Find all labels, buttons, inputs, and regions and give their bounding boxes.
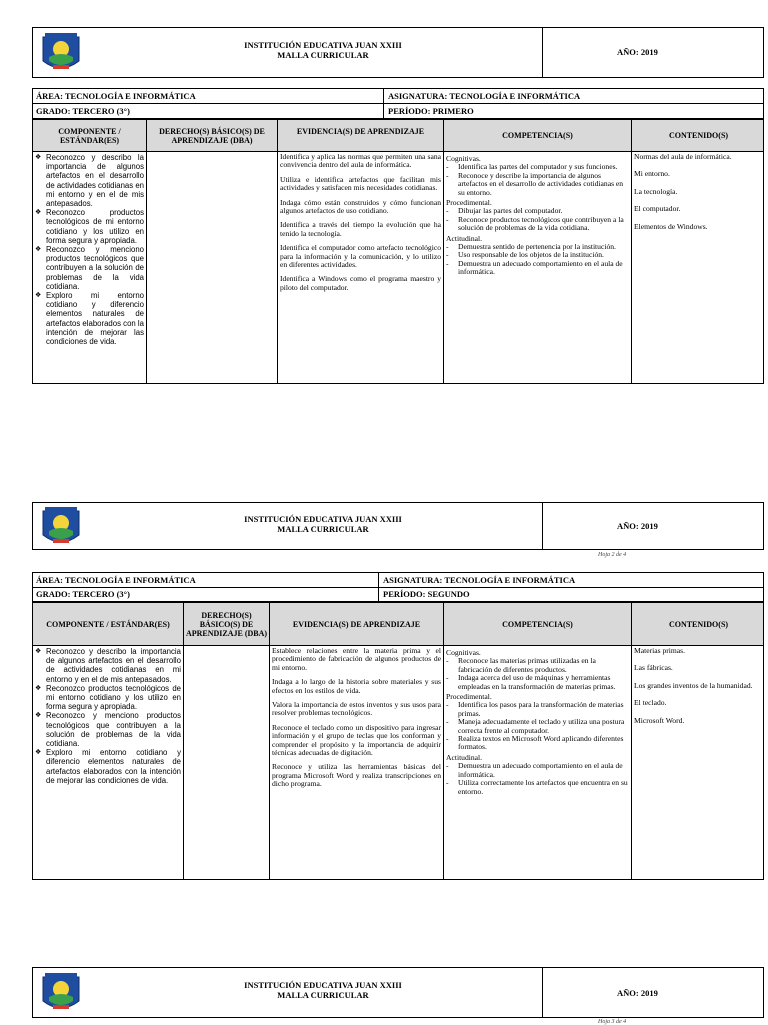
asignatura-label: ASIGNATURA: TECNOLOGÍA E INFORMÁTICA bbox=[388, 91, 581, 101]
contenido-item: Elementos de Windows. bbox=[634, 221, 708, 231]
estandares-cell bbox=[35, 153, 144, 346]
curriculum-table-1 bbox=[32, 119, 764, 384]
header-1 bbox=[32, 27, 764, 78]
evidencia-item: Reconoce el teclado como un dispositivo para ingresar información y el grupo de teclas que los conforman y comprender el propósito y la importancia de adquirir técnicas adecuadas de digitación. bbox=[272, 722, 441, 758]
contenido-item: Microsoft Word. bbox=[634, 715, 685, 725]
evidencia-item: Identifica y aplica las normas que permiten una sana convivencia dentro del aula de informática. bbox=[280, 152, 441, 170]
evidencia-item: Indaga cómo están construidos y cómo funcionan algunos artefactos de uso cotidiano. bbox=[280, 197, 441, 216]
cognitivas-item: - Indaga acerca del uso de máquinas y herramientas empleadas en la transformación de materias primas. bbox=[446, 674, 629, 691]
periodo-label: PERÍODO: SEGUNDO bbox=[383, 589, 470, 599]
year-label: AÑO: 2019 bbox=[617, 521, 658, 531]
header-title bbox=[113, 40, 533, 60]
procedimental-section bbox=[446, 199, 629, 233]
col-dba: DERECHO(S) BÁSICO(S) DE APRENDIZAJE (DBA) bbox=[185, 610, 268, 638]
evidencia-item: Identifica el computador como artefacto tecnológico para la información y la comunicación, y lo utilizo en diferentes actividades. bbox=[280, 243, 441, 270]
procedimental-section bbox=[446, 693, 629, 752]
evidencia-item: Valora la importancia de estos inventos y sus usos para resolver problemas tecnológicos. bbox=[272, 700, 441, 718]
col-competencia: COMPETENCIA(S) bbox=[502, 619, 573, 629]
contenido-item: La tecnología. bbox=[634, 186, 678, 196]
procedimental-item: - Realiza textos en Microsoft Word aplicando diferentes formatos. bbox=[446, 735, 629, 752]
estandar-item: ❖ Reconozco y menciono productos tecnológicos que contribuyen a la solución de problemas de la vida cotidiana. bbox=[35, 245, 144, 291]
contenido-item: Las fábricas. bbox=[634, 663, 673, 673]
area-label: ÁREA: TECNOLOGÍA E INFORMÁTICA bbox=[36, 91, 196, 101]
col-evidencia: EVIDENCIA(S) DE APRENDIZAJE bbox=[292, 619, 421, 629]
evidencias-cell bbox=[280, 153, 441, 298]
estandar-item: ❖ Reconozco productos tecnológicos de mi entorno cotidiano y los utilizo en forma segura y apropiada. bbox=[35, 684, 181, 712]
procedimental-title: Procedimental. bbox=[446, 198, 492, 208]
page-number: Hoja 2 de 4 bbox=[598, 552, 627, 558]
actitudinal-item: - Demuestra un adecuado comportamiento en el aula de informática. bbox=[446, 260, 629, 277]
doc-name: MALLA CURRICULAR bbox=[277, 524, 369, 534]
year-label: AÑO: 2019 bbox=[617, 47, 658, 57]
contenidos-cell bbox=[634, 647, 763, 734]
contenido-item: Los grandes inventos de la humanidad. bbox=[634, 680, 753, 690]
grado-label: GRADO: TERCERO (3°) bbox=[36, 589, 130, 599]
estandar-item: ❖ Exploro mi entorno cotidiano y diferencio elementos naturales de artefactos elaborados con la intención de mejorar las condiciones de vida. bbox=[35, 748, 181, 785]
school-name: INSTITUCIÓN EDUCATIVA JUAN XXIII bbox=[244, 514, 402, 524]
cognitivas-section bbox=[446, 649, 629, 691]
area-label: ÁREA: TECNOLOGÍA E INFORMÁTICA bbox=[36, 575, 196, 585]
col-contenido: CONTENIDO(S) bbox=[668, 131, 729, 140]
procedimental-title: Procedimental. bbox=[446, 692, 492, 702]
year-label: AÑO: 2019 bbox=[617, 988, 658, 998]
contenido-item: El computador. bbox=[634, 204, 681, 214]
header-3 bbox=[32, 967, 764, 1018]
school-name: INSTITUCIÓN EDUCATIVA JUAN XXIII bbox=[244, 40, 402, 50]
school-logo-icon bbox=[39, 971, 83, 1015]
grado-label: GRADO: TERCERO (3°) bbox=[36, 106, 130, 116]
col-evidencia: EVIDENCIA(S) DE APRENDIZAJE bbox=[296, 126, 425, 136]
cognitivas-section bbox=[446, 155, 629, 197]
evidencia-item: Establece relaciones entre la materia prima y el procedimiento de fabricación de algunos productos de mi entorno. bbox=[272, 646, 441, 672]
actitudinal-item: - Demuestra un adecuado comportamiento en el aula de informática. bbox=[446, 762, 629, 779]
header-2 bbox=[32, 502, 764, 550]
estandar-item: ❖ Reconozco y describo la importancia de algunos artefactos en el desarrollo de actividades cotidianas en mi entorno y en el de mis antepasados. bbox=[35, 153, 144, 208]
evidencia-item: Identifica a Windows como el programa maestro y piloto del computador. bbox=[280, 274, 441, 292]
cognitivas-item: - Identifica las partes del computador y sus funciones. bbox=[446, 163, 629, 171]
procedimental-item: - Dibujar las partes del computador. bbox=[446, 207, 629, 215]
actitudinal-item: - Demuestra sentido de pertenencia por la institución. bbox=[446, 243, 629, 251]
periodo-label: PERÍODO: PRIMERO bbox=[388, 106, 474, 116]
procedimental-item: - Maneja adecuadamente el teclado y utiliza una postura correcta frente al computador. bbox=[446, 718, 629, 735]
estandar-item: ❖ Reconozco productos tecnológicos de mi entorno cotidiano y los utilizo en forma segura y apropiada. bbox=[35, 208, 144, 245]
header-title bbox=[113, 980, 533, 1000]
actitudinal-title: Actitudinal. bbox=[446, 233, 483, 243]
cognitivas-item: - Reconoce y describe la importancia de algunos artefactos en el desarrollo de actividades cotidianas en su entorno. bbox=[446, 172, 629, 197]
school-name: INSTITUCIÓN EDUCATIVA JUAN XXIII bbox=[244, 980, 402, 990]
contenido-item: Normas del aula de informática. bbox=[634, 152, 732, 161]
page-number: Hoja 3 de 4 bbox=[598, 1019, 627, 1025]
procedimental-item: - Reconoce productos tecnológicos que contribuyen a la solución de problemas de la vida cotidiana. bbox=[446, 216, 629, 233]
cognitivas-title: Cognitivas. bbox=[446, 648, 481, 657]
col-contenido: CONTENIDO(S) bbox=[668, 619, 729, 629]
cognitivas-item: - Reconoce las materias primas utilizadas en la fabricación de diferentes productos. bbox=[446, 657, 629, 674]
actitudinal-section bbox=[446, 754, 629, 796]
evidencia-item: Indaga a lo largo de la historia sobre materiales y sus efectos en los estilos de vida. bbox=[272, 677, 441, 695]
estandar-item: ❖ Reconozco y describo la importancia de algunos artefactos en el desarrollo de actividades cotidianas en mi entorno y en el de mis antepasados. bbox=[35, 647, 181, 684]
curriculum-table-2 bbox=[32, 602, 764, 880]
estandar-item: ❖ Exploro mi entorno cotidiano y diferencio elementos naturales de artefactos elaborados con la intención de mejorar las condiciones de vida. bbox=[35, 291, 144, 346]
evidencia-item: Identifica a través del tiempo la evolución que ha tenido la tecnología. bbox=[280, 220, 441, 238]
actitudinal-item: - Uso responsable de los objetos de la institución. bbox=[446, 251, 629, 259]
estandares-cell bbox=[35, 647, 181, 785]
col-componente: COMPONENTE / ESTÁNDAR(ES) bbox=[46, 619, 170, 629]
school-logo-icon bbox=[39, 505, 83, 549]
evidencias-cell bbox=[272, 647, 441, 795]
estandar-item: ❖ Reconozco y menciono productos tecnológicos que contribuyen a la solución de problemas de la vida cotidiana. bbox=[35, 711, 181, 748]
contenido-item: El teclado. bbox=[634, 698, 667, 708]
competencias-cell bbox=[446, 647, 629, 796]
col-dba: DERECHO(S) BÁSICO(S) DE APRENDIZAJE (DBA) bbox=[159, 126, 265, 145]
header-title bbox=[113, 514, 533, 534]
cognitivas-title: Cognitivas. bbox=[446, 154, 481, 163]
evidencia-item: Utiliza e identifica artefactos que facilitan mis actividades y satisfacen mis necesidades cotidianas. bbox=[280, 174, 441, 193]
col-competencia: COMPETENCIA(S) bbox=[502, 131, 573, 140]
meta-table-1 bbox=[32, 88, 764, 119]
competencias-cell bbox=[446, 153, 629, 277]
doc-name: MALLA CURRICULAR bbox=[277, 990, 369, 1000]
actitudinal-section bbox=[446, 235, 629, 277]
school-logo-icon bbox=[39, 31, 83, 75]
meta-table-2 bbox=[32, 572, 764, 602]
contenido-item: Mi entorno. bbox=[634, 169, 670, 179]
col-componente: COMPONENTE / ESTÁNDAR(ES) bbox=[58, 126, 121, 145]
doc-name: MALLA CURRICULAR bbox=[277, 50, 369, 60]
contenidos-cell bbox=[634, 153, 763, 240]
actitudinal-title: Actitudinal. bbox=[446, 752, 483, 762]
evidencia-item: Reconoce y utiliza las herramientas básicas del programa Microsoft Word y realiza transcripciones en dicho programa. bbox=[272, 762, 441, 789]
procedimental-item: - Identifica los pasos para la transformación de materias primas. bbox=[446, 701, 629, 718]
actitudinal-item: - Utiliza correctamente los artefactos que encuentra en su entorno. bbox=[446, 779, 629, 796]
asignatura-label: ASIGNATURA: TECNOLOGÍA E INFORMÁTICA bbox=[383, 575, 576, 585]
contenido-item: Materias primas. bbox=[634, 646, 686, 655]
